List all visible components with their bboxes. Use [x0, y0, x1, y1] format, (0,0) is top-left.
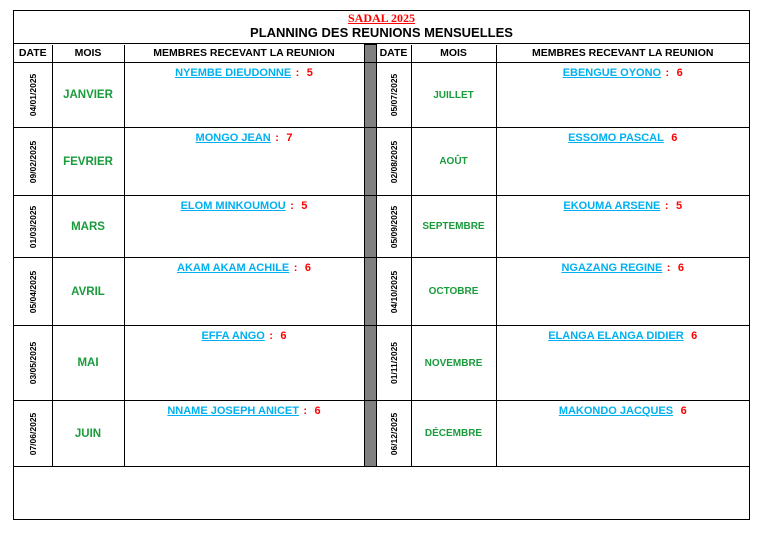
date-cell [376, 196, 411, 258]
member-colon: : [295, 67, 300, 79]
member-name: EKOUMA ARSENE [563, 200, 661, 212]
date-cell [376, 326, 411, 401]
member-name: NGAZANG REGINE [561, 262, 663, 274]
member-colon: : [664, 200, 669, 212]
page-title: PLANNING DES REUNIONS MENSUELLES [250, 25, 513, 40]
column-separator [364, 326, 376, 401]
date-text: 05/09/2025 [388, 205, 399, 248]
date-text: 01/11/2025 [388, 341, 399, 385]
col-header-members: MEMBRES RECEVANT LA REUNION [496, 45, 749, 63]
member-count: 5 [301, 200, 308, 212]
col-header-month: MOIS [411, 45, 496, 63]
member-cell [124, 63, 364, 128]
date-cell [14, 63, 52, 128]
col-header-date: DATE [376, 45, 411, 63]
month-cell: DÉCEMBRE [411, 401, 496, 467]
month-cell: OCTOBRE [411, 258, 496, 326]
member-count: 6 [676, 67, 683, 79]
member-colon: : [665, 67, 670, 79]
date-text: 04/10/2025 [388, 270, 399, 313]
month-cell: NOVEMBRE [411, 326, 496, 401]
column-separator [364, 196, 376, 258]
member-count: 5 [675, 200, 683, 212]
date-cell [14, 326, 52, 401]
member-count: 6 [304, 262, 311, 274]
table-row [14, 128, 749, 196]
member-name: ELANGA ELANGA DIDIER [548, 330, 684, 342]
date-text: 09/02/2025 [27, 140, 38, 183]
month-cell: MARS [52, 196, 124, 258]
member-colon: : [290, 200, 294, 212]
member-count: 6 [680, 405, 687, 417]
date-cell [376, 401, 411, 467]
member-name: AKAM AKAM ACHILE [177, 262, 290, 274]
column-separator [364, 63, 376, 128]
member-colon: : [269, 330, 273, 342]
member-cell [124, 196, 364, 258]
member-colon: : [666, 262, 671, 274]
table-row [14, 326, 749, 401]
table-body [14, 63, 749, 467]
member-cell [496, 63, 749, 128]
member-name: MAKONDO JACQUES [558, 405, 674, 417]
month-cell: JUIN [52, 401, 124, 467]
member-name: EBENGUE OYONO [562, 67, 662, 79]
date-text: 04/01/2025 [27, 73, 38, 117]
column-separator [364, 45, 376, 63]
month-cell: SEPTEMBRE [411, 196, 496, 258]
member-count: 5 [306, 67, 313, 79]
month-cell: MAI [52, 326, 124, 401]
date-text: 05/04/2025 [27, 270, 38, 313]
date-text: 02/08/2025 [388, 140, 399, 183]
member-name: NNAME JOSEPH ANICET [167, 405, 299, 417]
date-text: 03/05/2025 [27, 341, 38, 385]
member-cell [124, 326, 364, 401]
month-cell: FEVRIER [52, 128, 124, 196]
month-cell: AOÛT [411, 128, 496, 196]
member-cell [496, 196, 749, 258]
member-count: 6 [691, 330, 698, 342]
month-cell: AVRIL [52, 258, 124, 326]
col-header-members: MEMBRES RECEVANT LA REUNION [124, 45, 364, 63]
date-text: 07/06/2025 [27, 412, 38, 455]
col-header-month: MOIS [52, 45, 124, 63]
org-title: SADAL 2025 [347, 11, 415, 25]
date-cell [14, 401, 52, 467]
member-count: 6 [280, 330, 287, 342]
date-cell [14, 196, 52, 258]
member-name: ESSOMO PASCAL [568, 132, 664, 144]
date-text: 06/12/2025 [388, 412, 399, 455]
date-text: 01/03/2025 [27, 205, 38, 248]
table-row [14, 63, 749, 128]
member-colon: : [293, 262, 298, 274]
date-cell [14, 128, 52, 196]
member-cell [496, 326, 749, 401]
column-separator [364, 258, 376, 326]
column-separator [364, 128, 376, 196]
member-name: MONGO JEAN [195, 132, 271, 144]
col-header-date: DATE [14, 45, 52, 63]
member-count: 7 [286, 132, 293, 144]
month-cell: JUILLET [411, 63, 496, 128]
empty-footer-area [14, 470, 749, 518]
table-row [14, 401, 749, 467]
planning-sheet [13, 10, 750, 520]
member-name: NYEMBE DIEUDONNE [175, 67, 292, 79]
member-cell [496, 258, 749, 326]
table-header-row [14, 45, 749, 63]
table-row [14, 196, 749, 258]
member-count: 6 [314, 405, 321, 417]
month-cell: JANVIER [52, 63, 124, 128]
member-colon: : [275, 132, 279, 144]
member-colon: : [303, 405, 308, 417]
date-cell [376, 258, 411, 326]
date-cell [376, 128, 411, 196]
member-cell [496, 401, 749, 467]
member-cell [496, 128, 749, 196]
member-cell [124, 258, 364, 326]
date-cell [14, 258, 52, 326]
member-count: 6 [677, 262, 685, 274]
member-name: ELOM MINKOUMOU [180, 200, 286, 212]
planning-table [14, 44, 749, 467]
date-text: 05/07/2025 [388, 73, 399, 117]
date-cell [376, 63, 411, 128]
column-separator [364, 401, 376, 467]
member-cell [124, 401, 364, 467]
member-count: 6 [671, 132, 678, 144]
member-name: EFFA ANGO [201, 330, 265, 342]
table-row [14, 258, 749, 326]
sheet-header [14, 11, 749, 44]
member-cell [124, 128, 364, 196]
